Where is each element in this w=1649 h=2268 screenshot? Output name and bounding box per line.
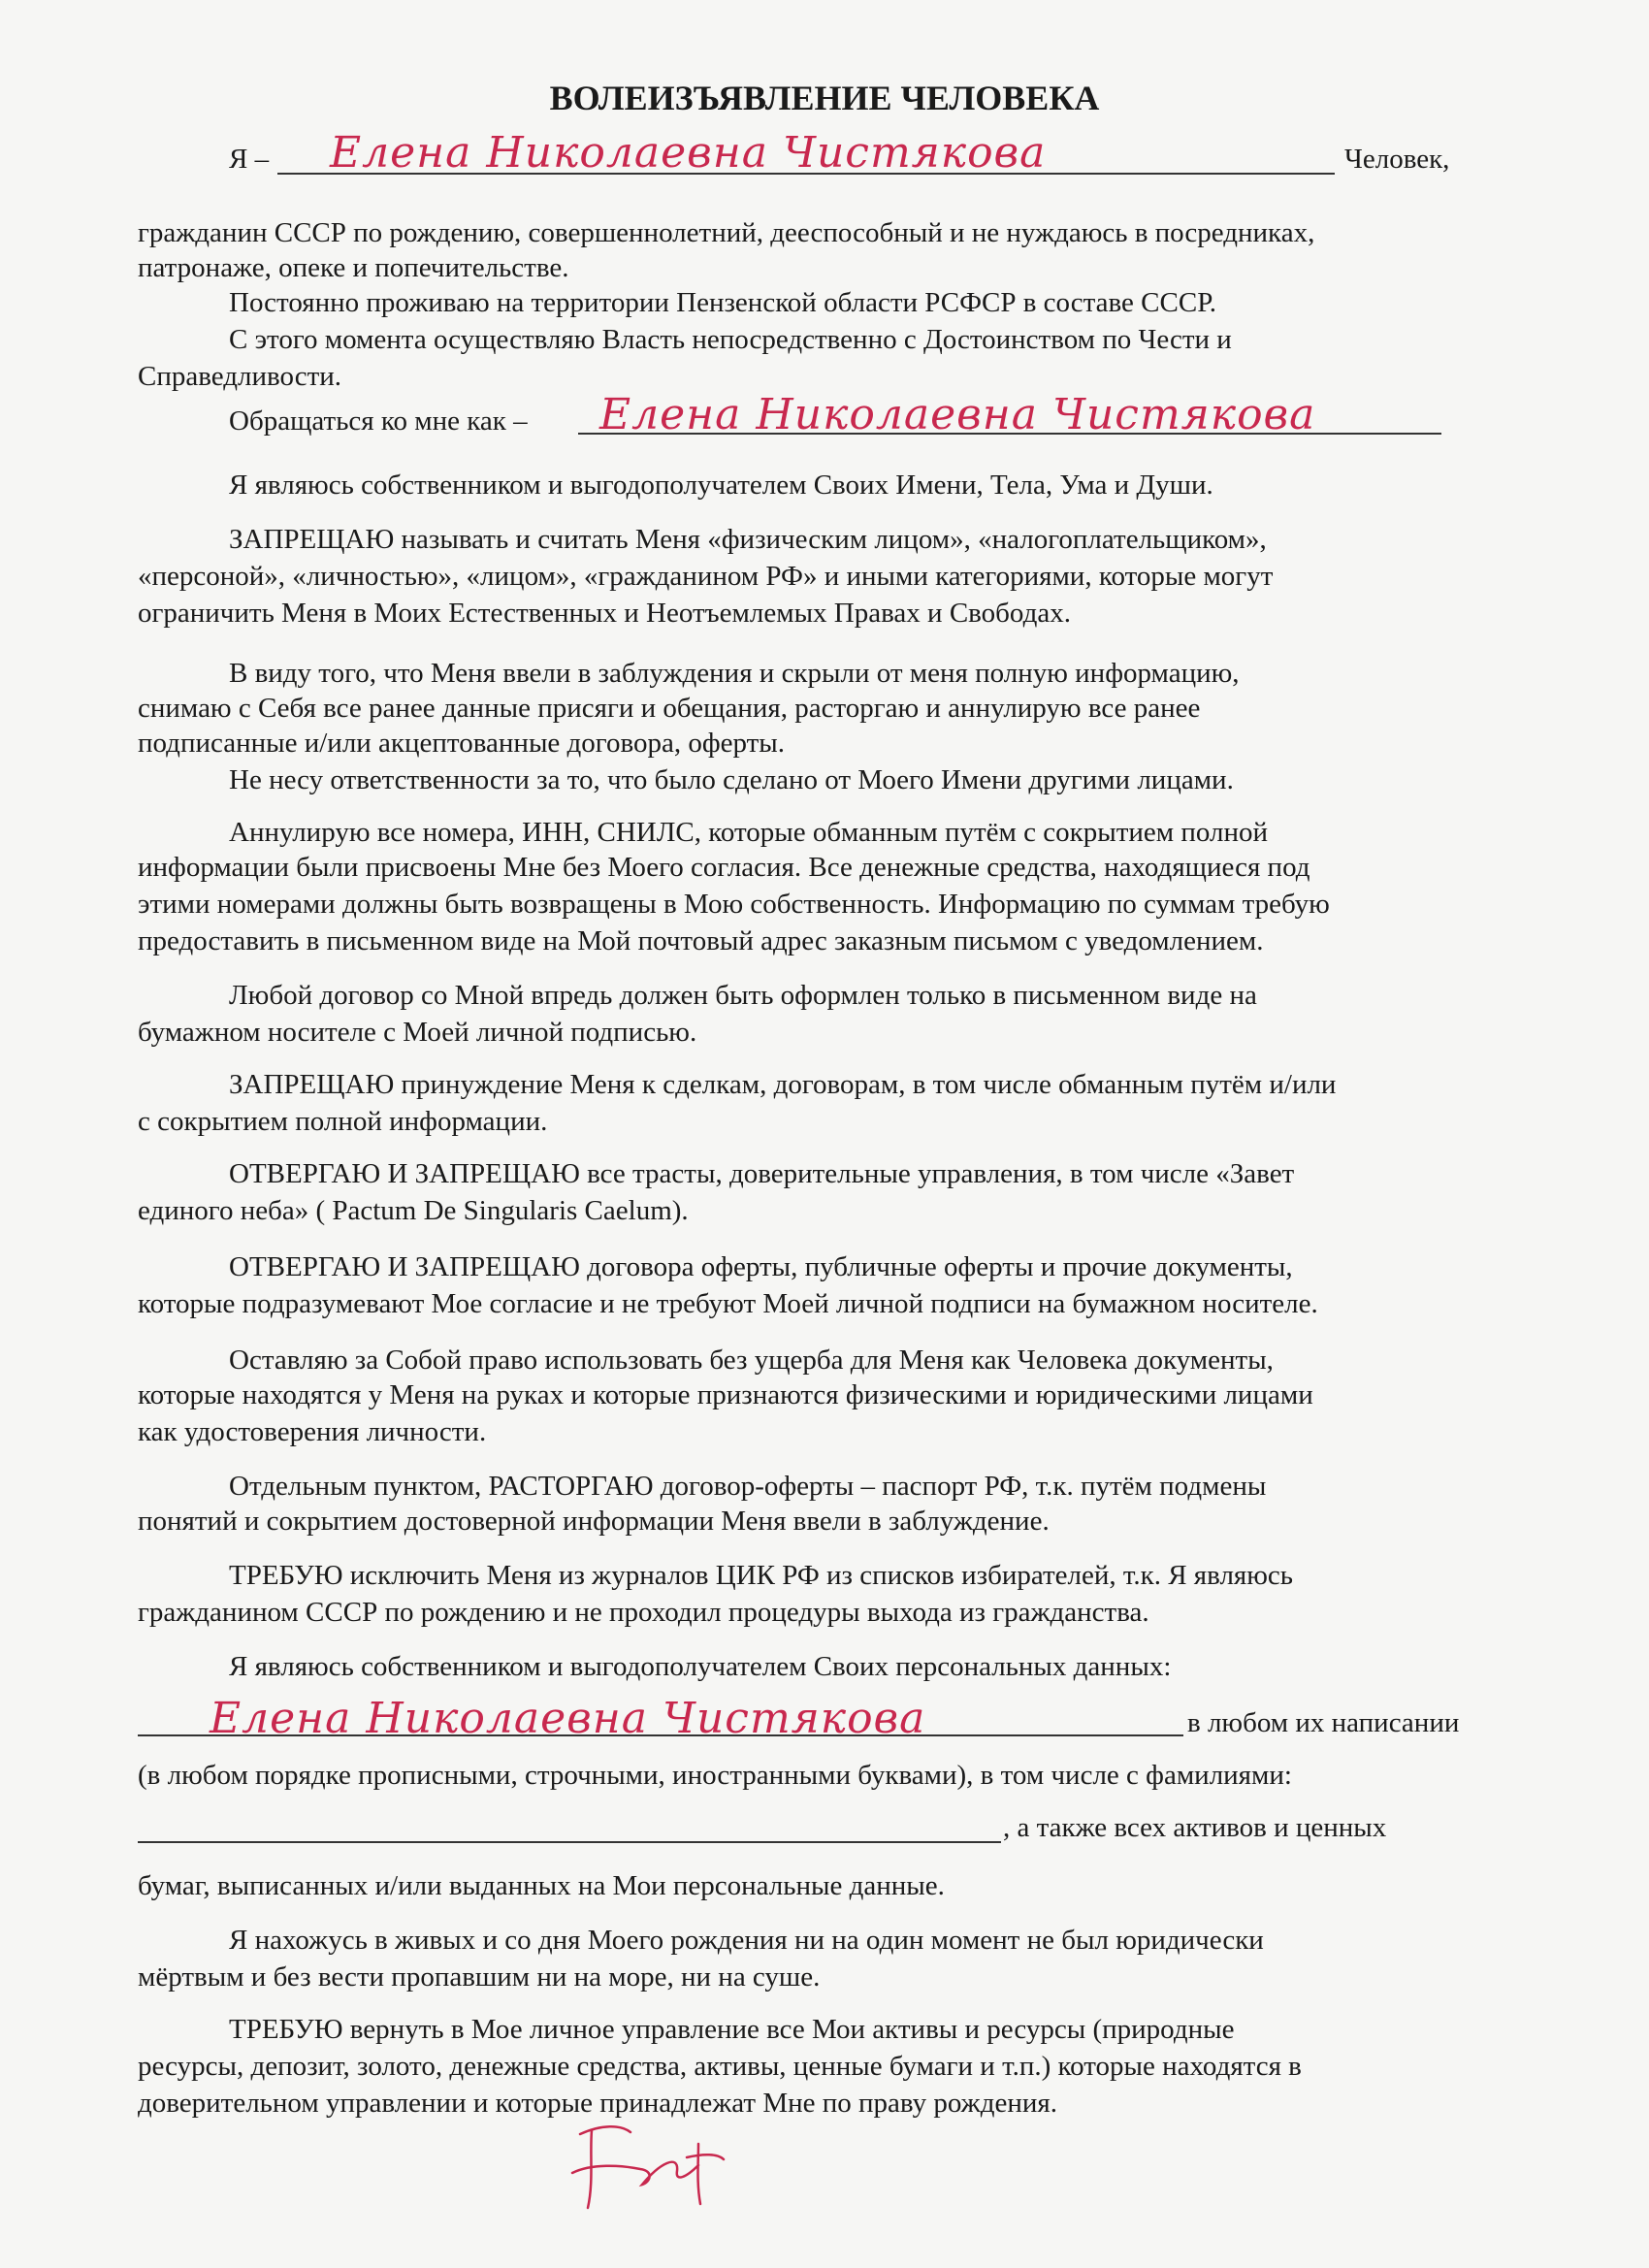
chelovek-label: Человек, — [1344, 144, 1450, 175]
handwritten-name-3: Елена Николаевна Чистякова — [210, 1694, 926, 1743]
text-line: предоставить в письменном виде на Мой почтовый адрес заказным письмом с уведомлением. — [138, 925, 1264, 956]
text-line: с сокрытием полной информации. — [138, 1106, 548, 1137]
text-line: Аннулирую все номера, ИНН, СНИЛС, которые обманным путём с сокрытием полной — [229, 817, 1269, 848]
text-line: Не несу ответственности за то, что было сделано от Моего Имени другими лицами. — [229, 764, 1234, 795]
text-line: ЗАПРЕЩАЮ принуждение Меня к сделкам, договорам, в том числе обманным путём и/или — [229, 1069, 1337, 1100]
document-title: ВОЛЕИЗЪЯВЛЕНИЕ ЧЕЛОВЕКА — [549, 79, 1100, 117]
text-line: ТРЕБУЮ исключить Меня из журналов ЦИК РФ из списков избирателей, т.к. Я являюсь — [229, 1560, 1294, 1591]
text-line: ресурсы, депозит, золото, денежные средства, активы, ценные бумаги и т.п.) которые находятся в — [138, 2051, 1302, 2082]
text-line: ТРЕБУЮ вернуть в Мое личное управление все Мои активы и ресурсы (природные — [229, 2014, 1235, 2045]
text-line: (в любом порядке прописными, строчными, иностранными буквами), в том числе с фамилиями: — [138, 1760, 1292, 1791]
text-line: Я являюсь собственником и выгодополучателем Своих Имени, Тела, Ума и Души. — [229, 470, 1213, 501]
text-line: ЗАПРЕЩАЮ называть и считать Меня «физическим лицом», «налогоплательщиком», — [229, 524, 1267, 555]
text-line: С этого момента осуществляю Власть непосредственно с Достоинством по Чести и — [229, 324, 1232, 355]
text-line: которые находятся у Меня на руках и которые признаются физическими и юридическими лицами — [138, 1379, 1313, 1410]
text-line: гражданин СССР по рождению, совершеннолетний, дееспособный и не нуждаюсь в посредниках, — [138, 217, 1315, 248]
text-line: в любом их написании — [1187, 1707, 1460, 1738]
text-line: доверительном управлении и которые принадлежат Мне по праву рождения. — [138, 2088, 1057, 2119]
text-line: мёртвым и без вести пропавшим ни на море, ни на суше. — [138, 1961, 821, 1993]
surnames-underline — [138, 1841, 1001, 1843]
text-line: как удостоверения личности. — [138, 1416, 487, 1447]
handwritten-name-2: Елена Николаевна Чистякова — [599, 390, 1316, 439]
text-line: В виду того, что Меня ввели в заблуждения и скрыли от меня полную информацию, — [229, 658, 1240, 689]
text-line: бумажном носителе с Моей личной подписью. — [138, 1017, 697, 1048]
text-line: Я нахожусь в живых и со дня Моего рождения ни на один момент не был юридически — [229, 1925, 1264, 1956]
signature-icon — [563, 2115, 728, 2221]
text-line: Постоянно проживаю на территории Пензенской области РСФСР в составе СССР. — [229, 287, 1216, 318]
ya-label: Я – — [229, 144, 270, 175]
handwritten-name-1: Елена Николаевна Чистякова — [330, 128, 1047, 178]
text-line: этими номерами должны быть возвращены в Мою собственность. Информацию по суммам требую — [138, 889, 1330, 920]
text-line: понятий и сокрытием достоверной информации Меня ввели в заблуждение. — [138, 1506, 1050, 1537]
text-line: гражданином СССР по рождению и не проходил процедуры выхода из гражданства. — [138, 1597, 1149, 1628]
text-line: «персоной», «личностью», «лицом», «гражданином РФ» и иными категориями, которые могут — [138, 561, 1274, 592]
address-label: Обращаться ко мне как – — [229, 405, 528, 437]
text-line: которые подразумевают Мое согласие и не требуют Моей личной подписи на бумажном носителе. — [138, 1288, 1318, 1319]
text-line: Справедливости. — [138, 361, 342, 392]
text-line: бумаг, выписанных и/или выданных на Мои персональные данные. — [138, 1870, 945, 1901]
text-line: Я являюсь собственником и выгодополучателем Своих персональных данных: — [229, 1651, 1172, 1682]
text-line: информации были присвоены Мне без Моего согласия. Все денежные средства, находящиеся под — [138, 852, 1310, 883]
text-line: единого неба» ( Pactum De Singularis Caelum). — [138, 1195, 689, 1226]
text-line: , а также всех активов и ценных — [1003, 1812, 1387, 1843]
text-line: Любой договор со Мной впредь должен быть оформлен только в письменном виде на — [229, 980, 1257, 1011]
text-line: снимаю с Себя все ранее данные присяги и обещания, расторгаю и аннулирую все ранее — [138, 693, 1201, 724]
text-line: подписанные и/или акцептованные договора, оферты. — [138, 728, 786, 759]
text-line: патронаже, опеке и попечительстве. — [138, 252, 569, 283]
text-line: ограничить Меня в Моих Естественных и Неотъемлемых Правах и Свободах. — [138, 598, 1071, 629]
text-line: ОТВЕРГАЮ И ЗАПРЕЩАЮ все трасты, доверительные управления, в том числе «Завет — [229, 1158, 1295, 1189]
text-line: ОТВЕРГАЮ И ЗАПРЕЩАЮ договора оферты, публичные оферты и прочие документы, — [229, 1251, 1293, 1282]
text-line: Оставляю за Собой право использовать без ущерба для Меня как Человека документы, — [229, 1345, 1274, 1376]
text-line: Отдельным пунктом, РАСТОРГАЮ договор-оферты – паспорт РФ, т.к. путём подмены — [229, 1471, 1267, 1502]
